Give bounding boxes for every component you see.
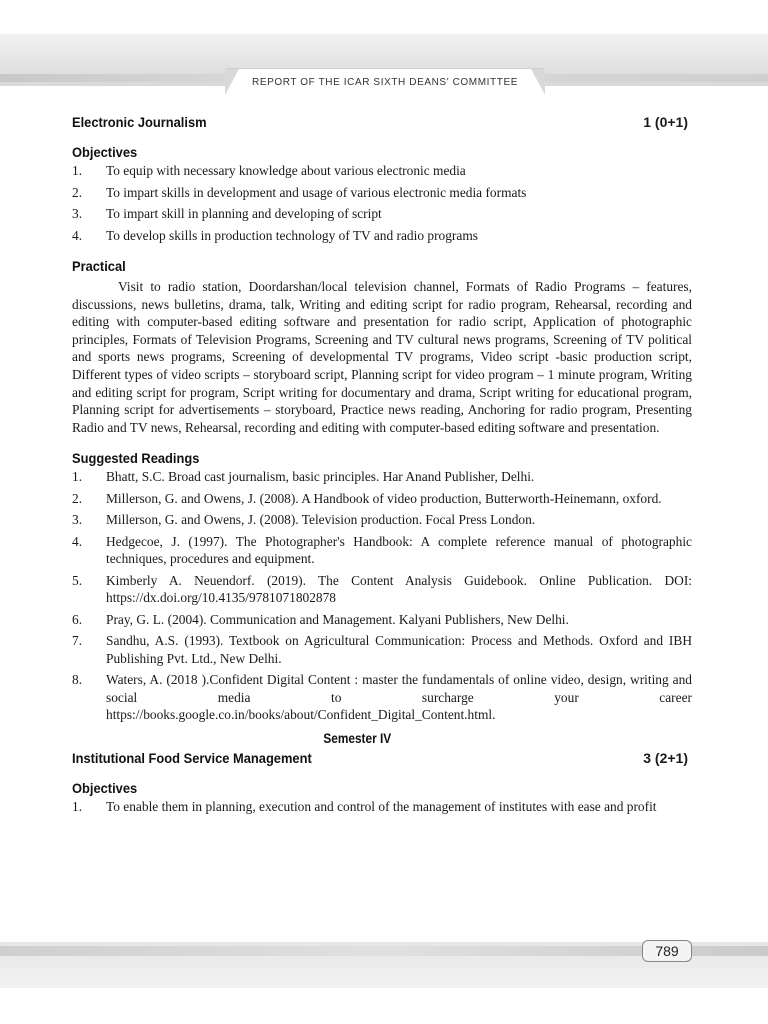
running-header: REPORT OF THE ICAR SIXTH DEANS' COMMITTEE xyxy=(226,68,544,95)
item-text: Kimberly A. Neuendorf. (2019). The Content Analysis Guidebook. Online Publication. DOI: https://dx.doi.org/10.4135/9781071802878 xyxy=(106,572,692,606)
list-item xyxy=(72,632,692,667)
item-number: 4. xyxy=(72,227,83,243)
item-number: 4. xyxy=(72,533,83,549)
page-content xyxy=(72,110,692,819)
semester-heading xyxy=(72,730,642,746)
list-item xyxy=(72,611,692,629)
item-text: Hedgecoe, J. (1997). The Photographer's Handbook: A complete reference manual of photographic techniques, procedures and equipment. xyxy=(106,533,692,567)
item-number: 3. xyxy=(72,512,83,528)
item-text: Sandhu, A.S. (1993). Textbook on Agricultural Communication: Process and Methods. Oxford and IBH Publishing Pvt. Ltd., New Delhi. xyxy=(106,633,692,666)
item-number: 3. xyxy=(72,206,83,221)
item-text: To equip with necessary knowledge about various electronic media xyxy=(106,163,466,178)
practical-paragraph: Visit to radio station, Doordarshan/local television channel, Formats of Radio Programs – features, discussions, news bulletins, drama, talk, Writing and editing script for radio program, Rehearsal, recording and editing with computer-based editing software and presentation for radio script, Application of photographic principles, Formats of Television Programs, Screening and TV cultural news programs, Screening of TV political and sports news programs, Screening of developmental TV programs, Video script -basic production script, Different types of video scripts – storyboard script, Planning script for video program – 1 minute program, Writing and editing script for program, Script writing for documentary and drama, Script writing for educational program, Planning script for advertisements – storyboard, Practice news reading, Anchoring for radio program, Presenting Radio and TV news, Rehearsal, recording and editing with computer-based editing software and presentation. xyxy=(72,279,692,435)
list-item xyxy=(72,572,692,607)
list-item xyxy=(72,533,692,568)
list-item xyxy=(72,205,692,223)
readings-list xyxy=(72,468,692,724)
item-number: 7. xyxy=(72,633,83,649)
readings-heading: Suggested Readings xyxy=(72,450,200,467)
course-title: Institutional Food Service Management xyxy=(72,749,312,766)
list-item xyxy=(72,490,692,508)
course-credit: 1 (0+1) xyxy=(643,114,688,130)
item-number: 2. xyxy=(72,490,83,506)
item-number: 8. xyxy=(72,672,83,688)
course-title-row xyxy=(72,114,692,130)
item-text: Waters, A. (2018 ).Confident Digital Content : master the fundamentals of online video, design, writing and social media to surcharge your career https://books.google.co.in/books/about/Confident_Digital_Content.html. xyxy=(106,672,692,723)
semester-heading-text: Semester IV xyxy=(323,729,392,746)
list-item xyxy=(72,671,692,724)
objectives-heading: Objectives xyxy=(72,779,138,796)
item-number: 6. xyxy=(72,611,83,627)
list-item xyxy=(72,468,692,486)
objectives-list xyxy=(72,798,692,816)
item-number: 1. xyxy=(72,469,83,485)
item-text: Bhatt, S.C. Broad cast journalism, basic principles. Har Anand Publisher, Delhi. xyxy=(106,469,535,485)
item-number: 1. xyxy=(72,163,83,178)
practical-heading: Practical xyxy=(72,258,126,274)
course-title: Electronic Journalism xyxy=(72,114,207,130)
course-title-row xyxy=(72,750,692,766)
item-text: To impart skills in development and usage of various electronic media formats xyxy=(106,184,527,200)
item-text: Millerson, G. and Owens, J. (2008). Television production. Focal Press London. xyxy=(106,512,536,528)
item-number: 2. xyxy=(72,184,83,200)
item-text: To develop skills in production technology of TV and radio programs xyxy=(106,227,478,243)
item-text: Pray, G. L. (2004). Communication and Management. Kalyani Publishers, New Delhi. xyxy=(106,611,569,627)
item-text: To impart skill in planning and developing of script xyxy=(106,206,382,221)
list-item xyxy=(72,227,692,245)
item-number: 5. xyxy=(72,572,83,588)
course-credit: 3 (2+1) xyxy=(643,749,688,766)
list-item xyxy=(72,798,692,816)
item-text: To enable them in planning, execution and control of the management of institutes with ease and profit xyxy=(106,798,657,814)
list-item xyxy=(72,511,692,529)
item-text: Millerson, G. and Owens, J. (2008). A Handbook of video production, Butterworth-Heinemann, oxford. xyxy=(106,490,662,506)
page-number: 789 xyxy=(642,940,692,962)
item-number: 1. xyxy=(72,798,83,814)
list-item xyxy=(72,184,692,202)
list-item xyxy=(72,162,692,180)
objectives-heading: Objectives xyxy=(72,144,138,160)
objectives-list xyxy=(72,162,692,244)
